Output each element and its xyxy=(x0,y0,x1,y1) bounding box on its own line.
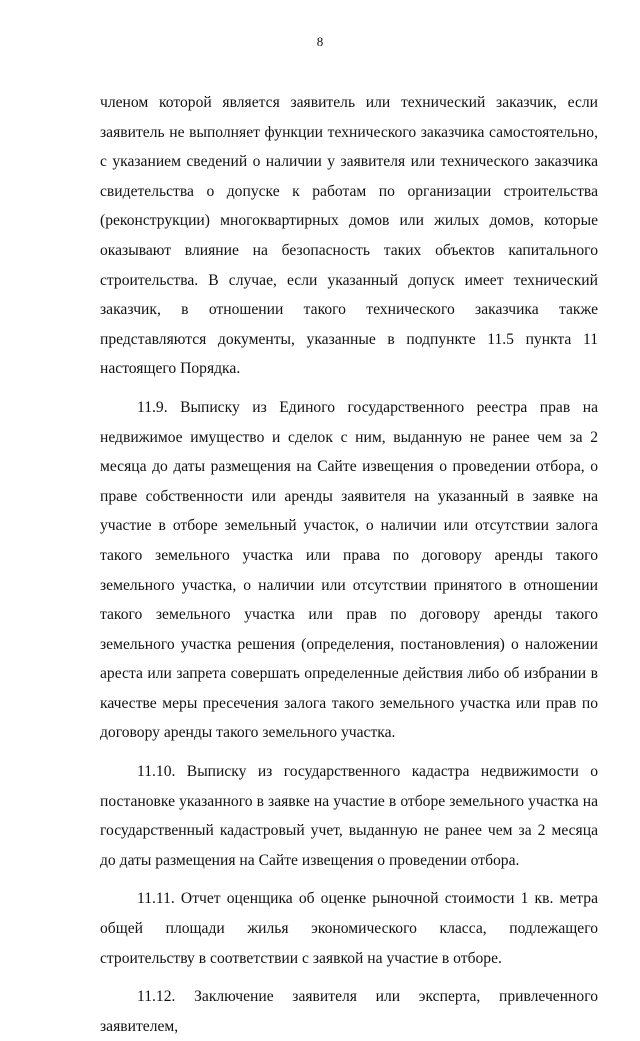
paragraph-11-10: 11.10. Выписку из государственного кадастра недвижимости о постановке указанного в заявке на участие в отборе земельного участка на государственный кадастровый учет, выданную не ранее чем за 2 месяца до даты размещения на Сайте извещения о проведении отбора. xyxy=(100,763,598,869)
page-number: 8 xyxy=(316,34,324,49)
paragraph-continuation: членом которой является заявитель или технический заказчик, если заявитель не выполняет функции технического заказчика самостоятельно, с указанием сведений о наличии у заявителя или технического заказчика свидетельства о допуске к работам по организации строительства (реконструкции) многоквартирных домов или жилых домов, которые оказывают влияние на безопасность таких объектов капитального строительства. В случае, если указанный допуск имеет технический заказчик, в отношении такого технического заказчика также представляются документы, указанные в подпункте 11.5 пункта 11 настоящего Порядка. xyxy=(100,94,598,378)
document-body xyxy=(100,88,598,1041)
paragraph-11-9: 11.9. Выписку из Единого государственного реестра прав на недвижимое имущество и сделок с ним, выданную не ранее чем за 2 месяца до даты размещения на Сайте извещения о проведении отбора, о праве собственности или аренды заявителя на указанный в заявке на участие в отборе земельный участок, о наличии или отсутствии залога такого земельного участка или права по договору аренды такого земельного участка, о наличии или отсутствии принятого в отношении такого земельного участка или прав по договору аренды такого земельного участка решения (определения, постановления) о наложении ареста или запрета совершать определенные действия либо об избрании в качестве меры пресечения залога такого земельного участка или прав по договору аренды такого земельного участка. xyxy=(100,398,598,742)
paragraph-11-12: 11.12. Заключение заявителя или эксперта, привлеченного заявителем, xyxy=(100,988,598,1035)
paragraph-11-11: 11.11. Отчет оценщика об оценке рыночной стоимости 1 кв. метра общей площади жилья экономического класса, подлежащего строительству в соответствии с заявкой на участие в отборе. xyxy=(100,890,598,967)
